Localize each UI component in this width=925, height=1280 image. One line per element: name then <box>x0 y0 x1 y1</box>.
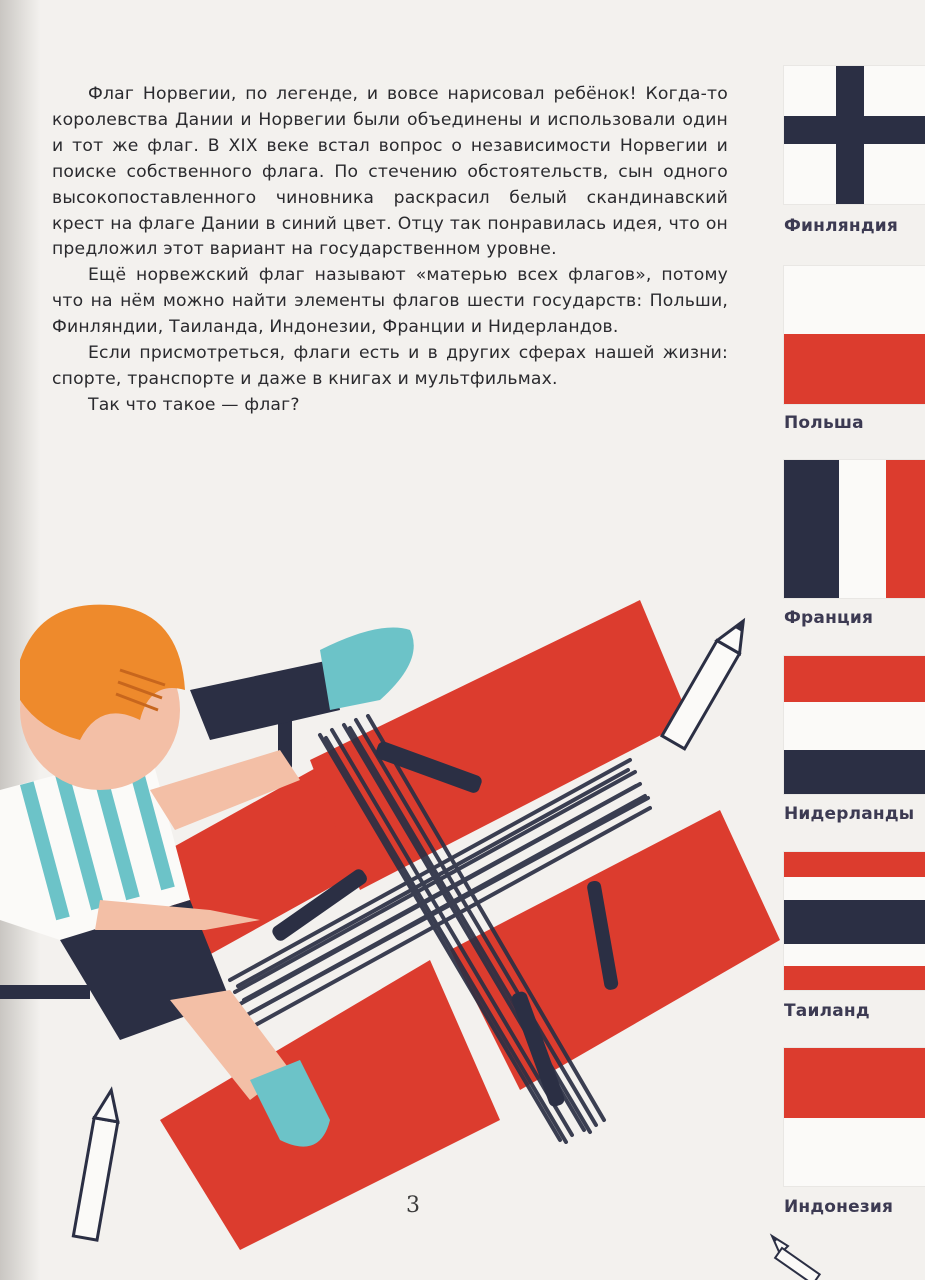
child-drawing-flag-illustration <box>0 560 780 1280</box>
paragraph-norway-legend: Флаг Норвегии, по легенде, и вовсе нарисовал ребёнок! Когда-то королевства Дании и Норвегии были объединены и использовали один и тот же флаг. В XIX веке встал вопрос о независимости Норвегии и поиске собственного флага. По стечению обстоятельств, сын одного высокопоставленного чиновника раскрасил белый скандинавский крест на флаге Дании в синий цвет. Отцу так понравилась идея, что он предложил этот вариант на государственном уровне. <box>52 84 728 260</box>
body-text <box>52 82 728 419</box>
thailand-flag <box>784 852 925 990</box>
flag-label-thailand: Таиланд <box>784 1001 870 1021</box>
paragraph-question: Так что такое — флаг? <box>88 394 300 415</box>
finland-flag <box>784 66 925 204</box>
france-flag <box>784 460 925 598</box>
white-pencil <box>662 615 755 749</box>
paragraph-flags-everywhere: Если присмотреться, флаги есть и в других сферах нашей жизни: спорте, транспорте и даже в книгах и мультфильмах. <box>52 343 728 389</box>
flag-label-indonesia: Индонезия <box>784 1197 894 1217</box>
flag-label-finland: Финляндия <box>784 216 898 236</box>
poland-flag <box>784 266 925 404</box>
netherlands-flag <box>784 656 925 794</box>
flag-label-netherlands: Нидерланды <box>784 804 915 824</box>
flag-label-france: Франция <box>784 608 874 628</box>
flag-label-poland: Польша <box>784 413 864 433</box>
paragraph-mother-of-flags: Ещё норвежский флаг называют «матерью всех флагов», потому что на нём можно найти элементы флагов шести государств: Польши, Финляндии, Таиланда, Индонезии, Франции и Нидерландов. <box>52 265 728 338</box>
flag-piece-bottom-right <box>450 810 780 1090</box>
black-marker <box>0 985 90 999</box>
page-number: 3 <box>406 1193 420 1218</box>
white-pencil-2 <box>73 1088 123 1240</box>
indonesia-flag <box>784 1048 925 1186</box>
